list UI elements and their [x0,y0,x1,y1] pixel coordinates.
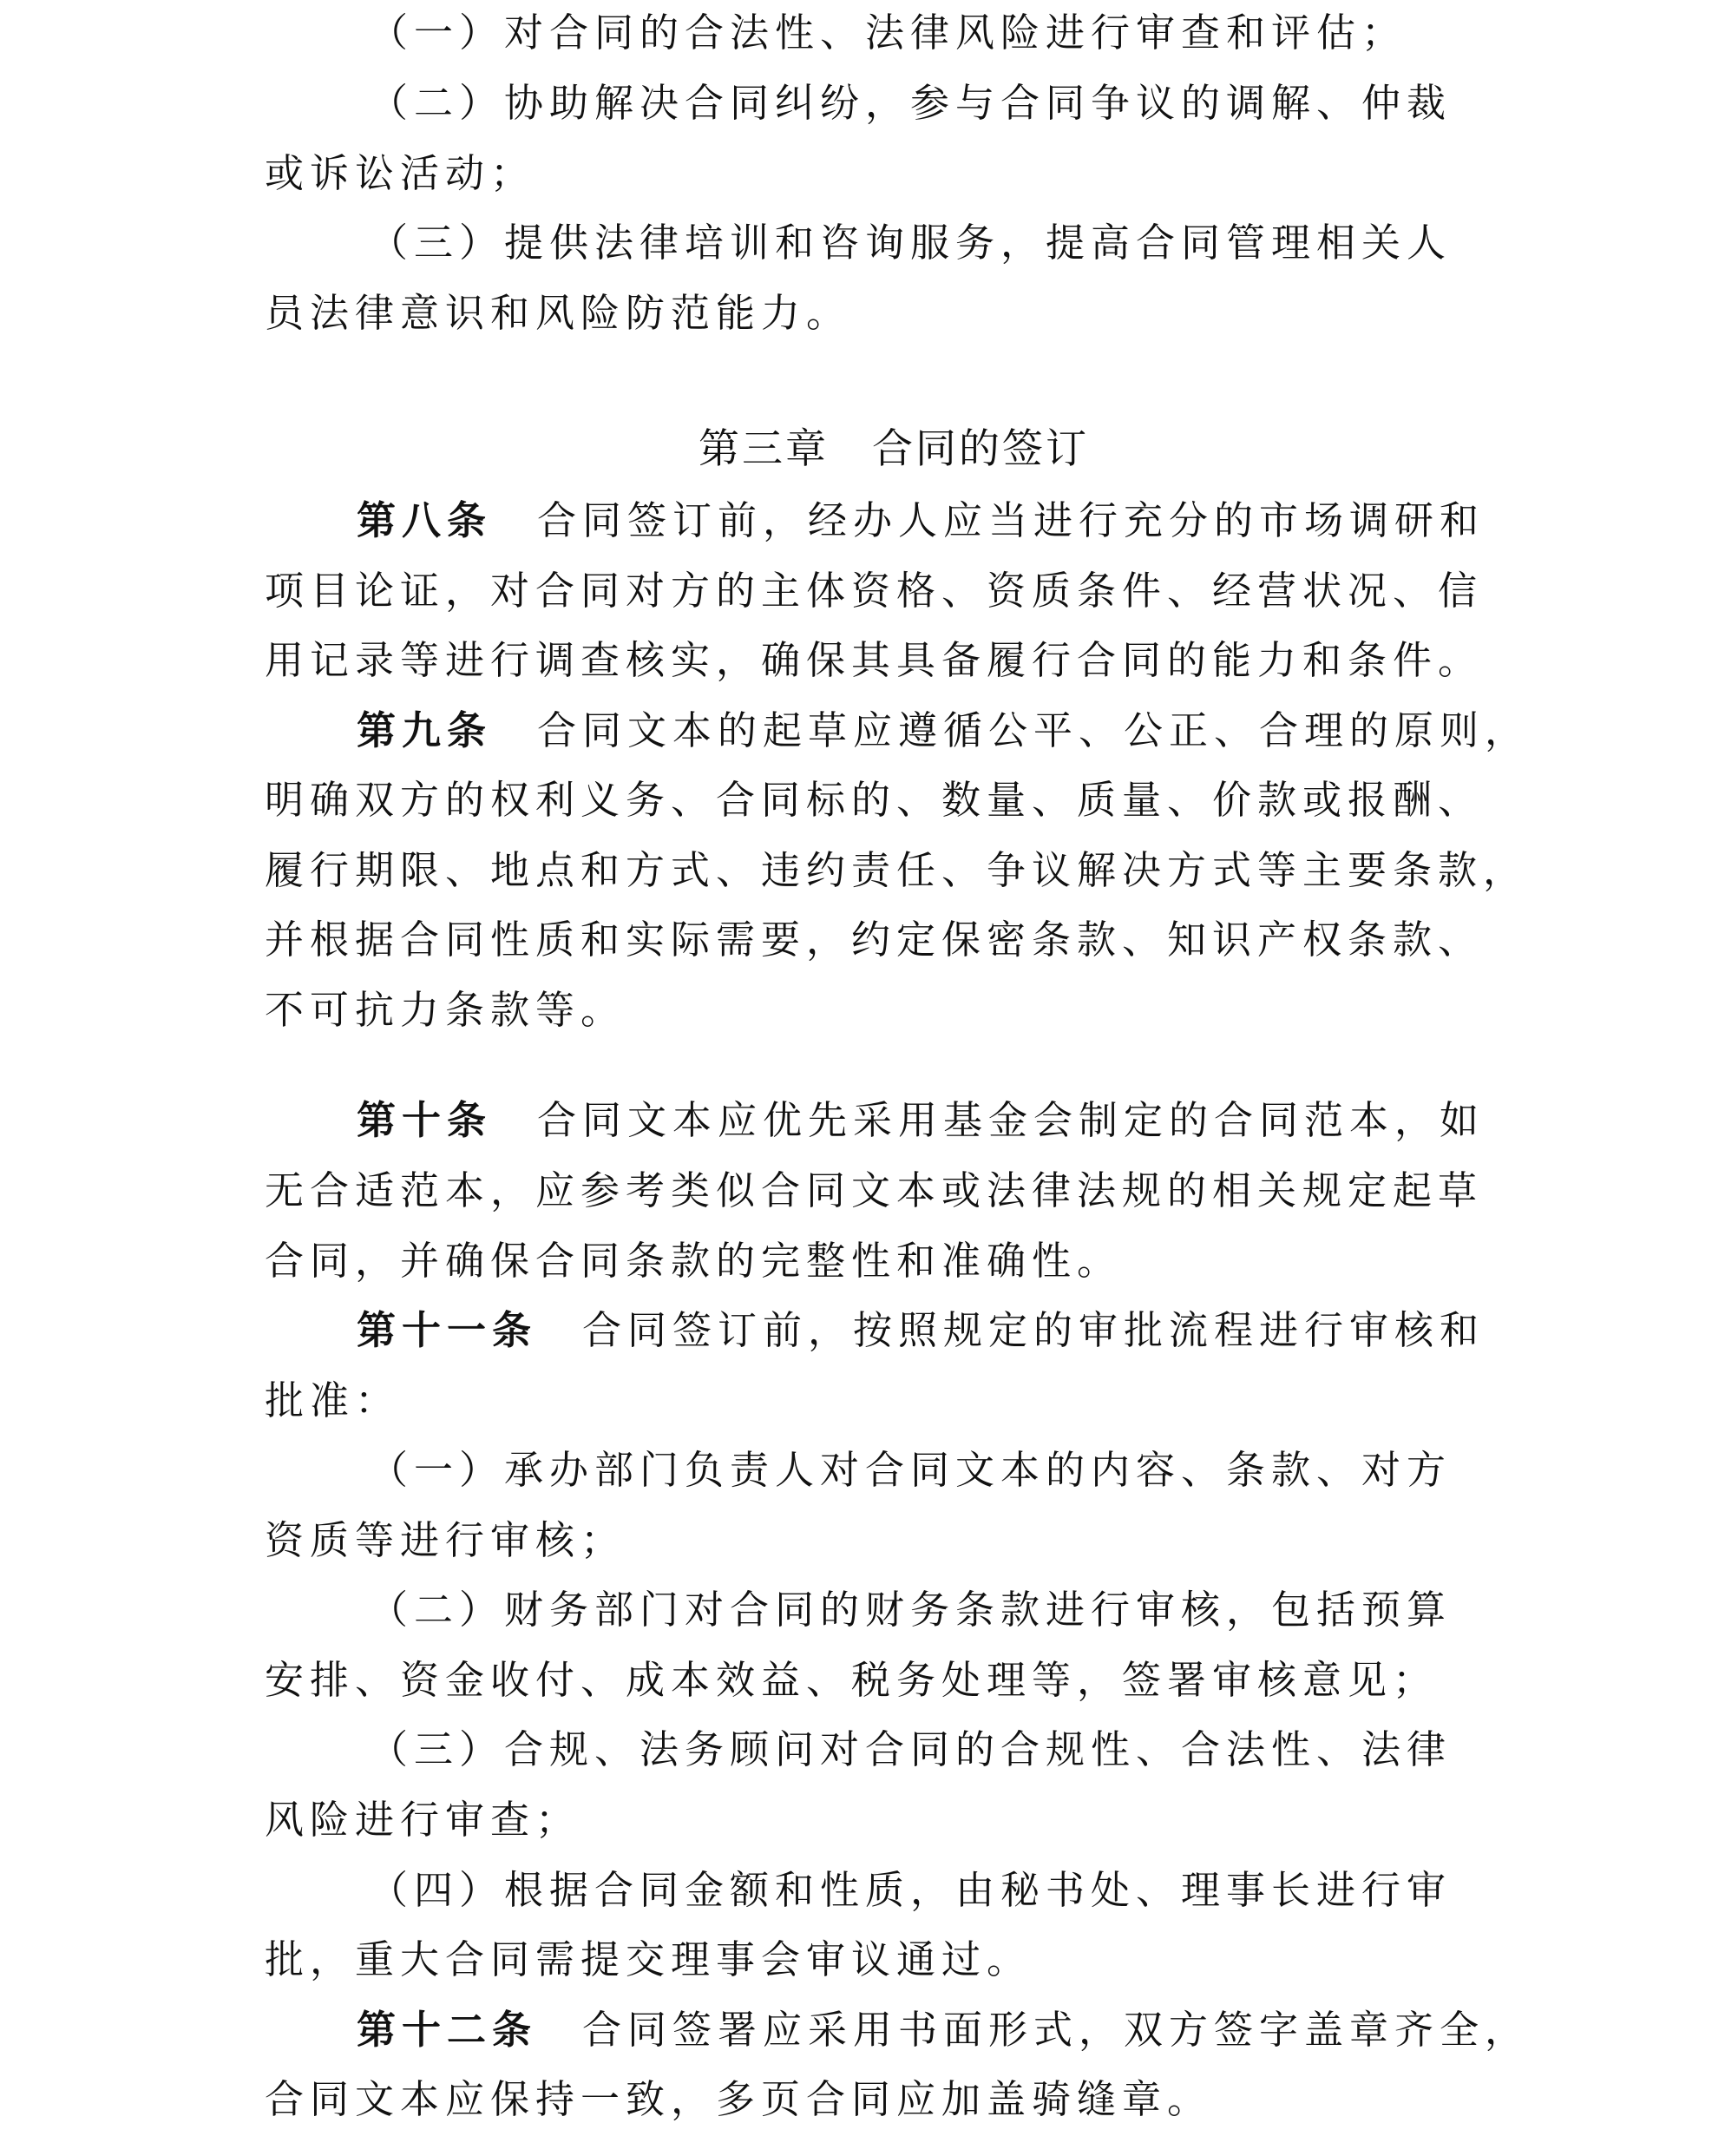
text-line: （一）对合同的合法性、法律风险进行审查和评估； [369,10,1407,56]
text-line: 批准： [265,1377,401,1423]
article-11-title: 第十一条 [357,1307,538,1353]
text-line: （三）合规、法务顾问对合同的合规性、合法性、法律 [369,1726,1453,1772]
article-11-line [357,1305,1485,1357]
text-line: 用记录等进行调查核实，确保其具备履行合同的能力和条件。 [265,637,1484,683]
text-line: 或诉讼活动； [265,150,536,196]
article-10-title: 第十条 [357,1097,493,1143]
article-12-text: 合同签署应采用书面形式，双方签字盖章齐全， [582,2007,1531,2053]
text-line: 合同，并确保合同条款的完整性和准确性。 [265,1238,1123,1284]
article-10-text: 合同文本应优先采用基金会制定的合同范本，如 [537,1097,1486,1143]
text-line: 项目论证，对合同对方的主体资格、资质条件、经营状况、信 [265,568,1484,614]
text-line: （四）根据合同金额和性质，由秘书处、理事长进行审 [369,1867,1453,1913]
text-line: 无合适范本，应参考类似合同文本或法律法规的相关规定起草 [265,1167,1484,1213]
article-9-title: 第九条 [357,707,493,753]
text-line: 合同文本应保持一致，多页合同应加盖骑缝章。 [265,2076,1213,2122]
article-11-text: 合同签订前，按照规定的审批流程进行审核和 [582,1307,1486,1353]
text-line: 不可抗力条款等。 [265,987,626,1033]
article-10-line [357,1094,1485,1147]
text-line: （三）提供法律培训和咨询服务，提高合同管理相关人 [369,220,1453,266]
text-line: 资质等进行审核； [265,1517,626,1563]
text-line: 并根据合同性质和实际需要，约定保密条款、知识产权条款、 [265,917,1484,963]
article-8-line [357,495,1485,547]
article-8-title: 第八条 [357,497,493,543]
text-line: 安排、资金收付、成本效益、税务处理等，签署审核意见； [265,1657,1439,1703]
chapter-heading: 第三章 合同的签订 [699,425,1089,473]
text-line: 履行期限、地点和方式、违约责任、争议解决方式等主要条款， [265,847,1529,893]
text-line: （二）财务部门对合同的财务条款进行审核，包括预算 [369,1587,1453,1633]
article-8-text: 合同签订前，经办人应当进行充分的市场调研和 [537,497,1486,543]
text-line: 员法律意识和风险防范能力。 [265,290,852,336]
text-line: （一）承办部门负责人对合同文本的内容、条款、对方 [369,1447,1453,1493]
text-line: 明确双方的权利义务、合同标的、数量、质量、价款或报酬、 [265,777,1484,823]
article-12-title: 第十二条 [357,2007,538,2053]
text-line: （二）协助解决合同纠纷，参与合同争议的调解、仲裁 [369,80,1453,126]
text-line: 风险进行审查； [265,1797,581,1843]
article-9-text: 合同文本的起草应遵循公平、公正、合理的原则， [537,707,1531,753]
article-12-line [357,2004,1530,2056]
article-9-line [357,705,1530,757]
text-line: 批，重大合同需提交理事会审议通过。 [265,1936,1033,1982]
